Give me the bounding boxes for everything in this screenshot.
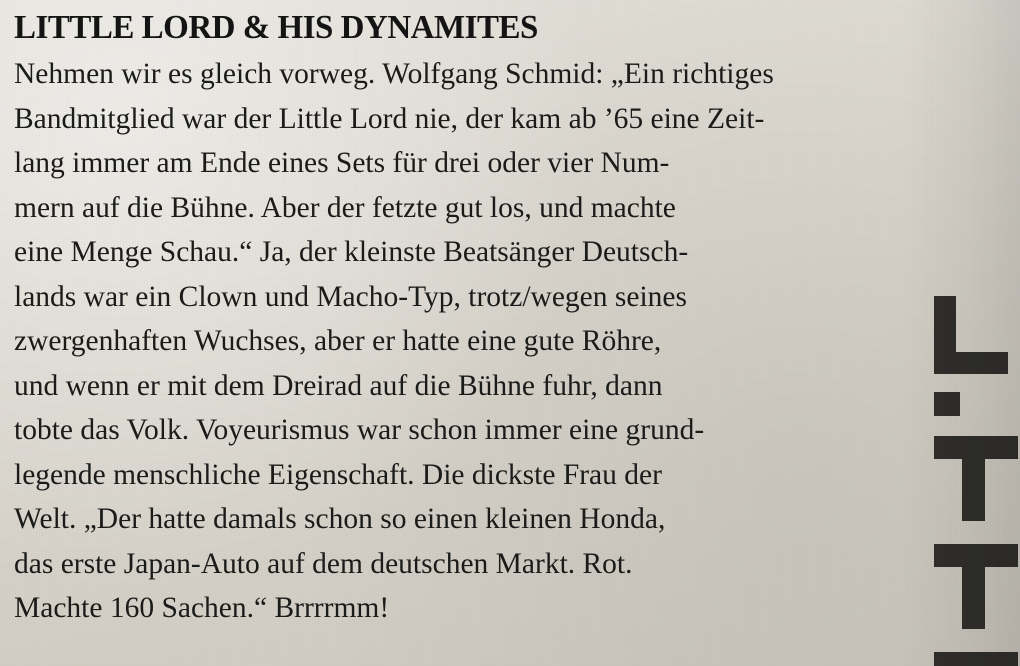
article-body xyxy=(14,52,924,631)
margin-masthead xyxy=(934,296,1020,666)
masthead-letter-t-icon xyxy=(934,436,1020,524)
body-line: tobte das Volk. Voyeurismus war schon immer eine grund- xyxy=(14,414,705,446)
body-line: Bandmitglied war der Little Lord nie, der kam ab ’65 eine Zeit- xyxy=(14,102,765,135)
masthead-letter-t-icon xyxy=(934,652,1020,666)
body-line: mern auf die Bühne. Aber der fetzte gut los, und machte xyxy=(14,191,676,224)
body-line: und wenn er mit dem Dreirad auf die Bühne fuhr, dann xyxy=(14,369,663,402)
body-line: Machte 160 Sachen.“ Brrrrmm! xyxy=(14,592,390,624)
body-line: lang immer am Ende eines Sets für drei oder vier Num- xyxy=(14,147,670,179)
masthead-letter-i-icon xyxy=(934,392,1018,418)
article xyxy=(14,8,1004,631)
body-line: legende menschliche Eigenschaft. Die dickste Frau der xyxy=(14,458,662,491)
body-line: lands war ein Clown und Macho-Typ, trotz/wegen seines xyxy=(14,280,687,313)
body-line: eine Menge Schau.“ Ja, der kleinste Beatsänger Deutsch- xyxy=(14,236,689,268)
body-line: Nehmen wir es gleich vorweg. Wolfgang Schmid: „Ein richtiges xyxy=(14,58,774,90)
masthead-letter-l-icon xyxy=(934,296,1018,374)
page-title: LITTLE LORD & HIS DYNAMITES xyxy=(14,9,538,46)
body-line: zwergenhaften Wuchses, aber er hatte eine gute Röhre, xyxy=(14,325,662,357)
body-line: das erste Japan-Auto auf dem deutschen Markt. Rot. xyxy=(14,547,633,580)
masthead-letter-t-icon xyxy=(934,544,1020,632)
body-line: Welt. „Der hatte damals schon so einen kleinen Honda, xyxy=(14,503,666,535)
